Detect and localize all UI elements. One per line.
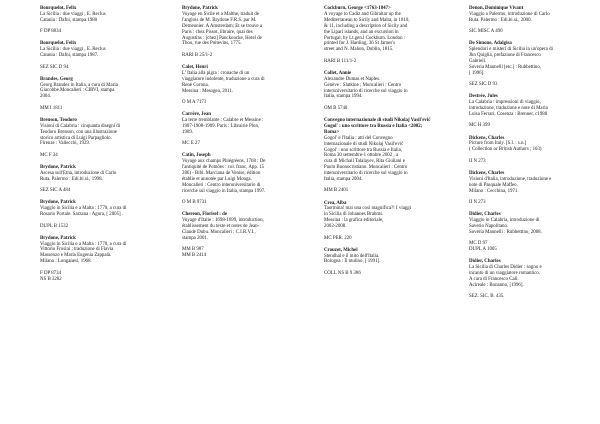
shelf-mark: RARI B 25/1-2 [182,52,213,58]
shelf-mark: SEZ SIC D 94 [40,64,69,70]
shelf-mark: DUPL B 1532 [40,223,69,229]
entry-description-line: Soveria Mannelli : Rubbettino, 2008. [469,229,542,235]
entry-description-line: l'anglois de M. Brydone F.R.S. par M. [182,17,257,23]
catalog-column [324,6,432,283]
shelf-mark: MC H 399 [469,123,490,129]
entry-description-line: Rosario Portale. Sarzana : Agora, [ 2005] . [40,212,124,218]
entry-description-line: Messina : Mesogea, 2011. [182,88,234,94]
entry-description-line: 2004. [40,94,52,100]
catalog-column [40,6,148,289]
entry-description-line: Viaggio in Sicilia e a Malta : 1770, a cura di [40,206,127,212]
entry-description-line: Vittorio Frosini ; traduzione di Flavia [40,247,114,253]
shelf-mark: MM B 2414 [182,253,207,259]
entry-description-line: stampa 2001. [182,235,209,241]
entry-description-line: internazionale di studi Nikolaj Vasil'evič [324,141,404,147]
shelf-mark: SEZ. SIC. B. 435. [469,294,505,300]
entry-description-line: Italia, stampa 2004. [324,177,363,183]
entry-author: Crea, Alba [324,200,347,206]
entry-description-line: A cura di Francesco Calì. [469,276,519,282]
entry-description-line: 1907-1908-1909. Paris : Librairie Plon, [182,123,260,129]
shelf-mark: F DP 8734 [40,270,62,276]
catalog-entry [469,136,577,165]
entry-author: Catin, Joseph [182,153,211,159]
entry-description-line: interuniversitario di ricerche sul viaggio in [324,88,408,94]
shelf-mark: OM B 5740 [324,105,348,111]
entry-description-line: Renè Corona. [182,82,209,88]
entry-description-line: Visioni d'Italia, introduzione, traduzione e [469,176,552,182]
catalog-entry [469,259,577,300]
entry-description-line: Stendhal e il mito dell'Italia. [324,253,380,259]
entry-description-line: La terre tremblante : Calabre et Messine : [182,117,264,123]
catalog-entry [469,41,577,88]
entry-description-line: La Calabria : impressioni di viaggio, [469,100,541,106]
entry-description-line: Acireale : Bonanno, [1996]. [469,282,524,288]
catalog-entry [40,118,148,159]
entry-author: Brydone, Patrick [40,235,76,241]
shelf-mark: II N 273 [469,200,486,205]
entry-description-line: Ascesa sull'Etna, introduzione di Carlo [40,170,117,176]
catalog-entry [469,212,577,253]
entry-author: Bourquelot, Felix [40,41,77,47]
entry-description-line: Voyage en Sicile et a Malthe, traduit de [182,11,260,17]
entry-author: Destrée, Jules [469,94,498,100]
catalog-entry [324,248,432,277]
catalog-entry [182,153,290,206]
entry-description-line: Portugal, by Lt.gen.l Cockburn. London : [324,35,406,41]
entry-description-line: Luisa Ferrari. Cosenza : Brenner, c1988 [469,112,548,118]
entry-description-line: the Lipari islands, and an excursion in [324,29,399,35]
catalog-entry [182,65,290,106]
entry-description-line: Catania : Dafni, stampa 1980 [40,17,98,23]
catalog-entry [324,118,432,194]
entry-description-line: introduzione, traduzione e note di Maria [469,106,548,112]
entry-description-line: Claude Dubu. Moncalieri : C.I.R.V.I., [182,229,256,235]
entry-description-line: Gogol' e l'Italia : atti del Convegno [324,135,393,141]
entry-description-line: 286) - Bibl. Marciana de Venise, édition [182,171,261,176]
entry-description-line: Demeunier. A Amsterdam; Et se trouve a [182,23,262,29]
entry-description-line: 2002-2008. [324,224,347,230]
entry-description-line: Paolo Buonocristiano. Moncalieri : Centro [324,165,408,171]
catalog-entry [40,77,148,112]
entry-description-line: Alexandre Dumas et Naples. [324,76,381,82]
catalog-column [182,6,290,265]
entry-description-line: Augustins : [chez] Panckoucke, Hotel de [182,35,262,41]
catalog-entry [40,6,148,35]
shelf-mark: SEZ SIC A 484 [40,188,71,194]
catalog-column [469,6,577,306]
entry-description-line: Voyage d'Italie : 1698-1699, introduction, [182,218,264,224]
entry-author: Cockburn, George <1763-1847> [324,6,391,11]
entry-description-line: Moncalieri : Centro interuniversitario di [182,182,261,188]
shelf-mark: DUPL A 1005 [469,247,497,253]
shelf-mark: MM I 1811 [40,105,63,111]
entry-author: Brenson, Teodoro [40,117,77,123]
entry-author: Denon, Dominique Vivant [469,6,524,11]
entry-description-line: 1909. [182,129,194,135]
shelf-mark: MC PER. 220 [324,235,352,241]
entry-description-line: A voyage to Cadiz and Gibraltar up the [324,11,401,17]
catalog-entry [182,112,290,147]
entry-description-line: Voyage aux champs Phlégréens, 1768 : De [182,159,266,165]
shelf-mark: SIC MISC A 490 [469,29,503,35]
entry-description-line: in Sicilia di Johannes Brahms. [324,212,384,218]
catalog-entry [469,171,577,206]
entry-author: Carrère, Jean [182,112,211,118]
entry-description-line: Paris : chez Pissot, libraire, quai des [182,29,253,35]
entry-description-line: Mediterranean to Sicily and Malta, in 1810, [324,17,410,23]
entry-description-line: Gabrieli. [469,59,487,65]
entry-author: Bourquelot, Felix [40,6,77,11]
entry-description-line: storico artistica di Luigi Parpagliolo. [40,135,112,141]
entry-author: Brydone, Patrick [40,164,76,170]
entry-description-line: cura di Michail Talalayev, Rita Giuliani e [324,159,405,165]
entry-description-line: & 11, including a description of Sicily and [324,23,408,29]
entry-description-line: Jhn Quiglia, prefazione di Francesco [469,53,541,59]
entry-description-line: Visioni di Calabria : cinquanta disegni di [40,123,121,129]
shelf-mark: O M B 9731 [182,200,207,206]
entry-description-line: Thou, rue des Poitevins, 1775. [182,41,242,47]
entry-description-line: Catania : Dafni, stampa 1987. [40,53,99,59]
entry-author: Chereon, Florisel : de [182,212,228,218]
entry-author: Didier, Charles [469,259,501,265]
entry-author: Brydone, Patrick [182,6,218,11]
entry-author: Brydone, Patrick [40,200,76,206]
catalog-entry [40,200,148,229]
entry-description-line: Taormina! mai una così magnifica?! I viaggi [324,206,412,212]
shelf-mark: MC E 27 [182,141,200,147]
catalog-entry [182,6,290,59]
entry-author: Crouzet, Michel [324,247,358,253]
entry-description-line: street and N. Mahon, Dublin, 1815. [324,47,394,53]
entry-description-line: Massenzo e Maria Eugenia Zappalà. [40,253,112,259]
catalog-entry [40,41,148,70]
entry-description-line: incanto di un viaggiatore romantico. [469,271,541,277]
entry-description-line: Milano : Longanesi, 1968. [40,259,92,265]
entry-author: Dickens, Charles [469,170,505,176]
shelf-mark: MM B 987 [182,247,204,253]
shelf-mark: COLL NS B 9 386 [324,270,361,276]
entry-description-line: établie et annotée par Luigi Monga. [182,176,252,182]
entry-description-line: Ruta. Palermo : Edi.bi.si., 2000. [469,17,532,23]
entry-author: Convegno internazionale di studi Nikolaj Vasil'evič Gogol' : uno scrittore tra Russia e Italia <2002; Roma> [324,117,431,135]
entry-description-line: [ 1996]. [469,70,485,76]
entry-description-line: Roma 30 settembre-1 ottobre 2002 , a [324,153,399,159]
entry-description-line: Gogol' : uno scrittore tra Russia e Italia, [324,147,403,153]
shelf-mark: SEZ SIC D 93 [469,82,498,88]
entry-author: Calet, Henri [182,64,208,70]
entry-author: De Simone, Adalgisa [469,41,512,47]
entry-author: Brandes, Georg [40,76,73,82]
entry-description-line: Ruta. Palermo : Edi.bi.si., 1998. [40,176,103,182]
entry-description-line: interuniversitario di ricerche sul viaggio in [324,171,408,177]
entry-description-line: printed for J. Harding, 36 St James's [324,41,395,47]
entry-description-line: Italia, stampa 1994. [324,94,363,100]
entry-author: Dickens, Charles [469,135,505,141]
catalog-entry [40,236,148,283]
shelf-mark: NS B 3282 [40,276,62,282]
entry-description-line: Bologna : Il mulino, [ 1991]. [324,259,381,265]
catalog-entry [40,165,148,194]
entry-description-line: établissement du texte et notes de Jean- [182,224,260,230]
shelf-mark: II N 273 [469,158,486,164]
shelf-mark: MC D 97 [469,241,488,247]
entry-description-line: Soveria Mannelli [etc.] : Rubbettino, [469,64,541,70]
shelf-mark: F DP 8834 [40,29,62,35]
entry-description-line: La Sicilia di Charles Didier : sogno e [469,265,542,271]
shelf-mark: MM B 2401 [324,188,349,194]
catalog-entry [469,6,577,35]
entry-author: Didier, Charles [469,212,501,218]
entry-description-line: L' Italia alla pigra : cronache di un [182,70,250,76]
entry-description-line: viaggiatore indolente, traduzione a cura di [182,76,265,82]
shelf-mark: O M A 7173 [182,99,207,105]
entry-description-line: Viaggio in Calabria, introduzione di [469,218,540,223]
entry-description-line: Picture from Italy. [S.l. : s.n.] [469,141,527,147]
catalog-entry [324,201,432,242]
entry-description-line: ( Collection or British Authors ; 103) [469,147,542,153]
shelf-mark: MC F 34 [40,152,58,158]
entry-description-line: Genève : Slatkine ; Moncalieri : Centro [324,82,402,88]
catalog-entry [324,6,432,65]
entry-description-line: Georg Brandes in Italia, a cura di Maria [40,82,118,88]
shelf-mark: RARI B 111/1-2 [324,58,357,64]
entry-description-line: La Sicilia : due viaggi , E. Reclus [40,11,106,17]
entry-description-line: La Sicilia : due viaggi , E. Reclus [40,47,106,53]
catalog-entry [324,71,432,112]
entry-description-line: l'antiquité de Pomões : col. franc, App. 15 [182,165,265,171]
entry-description-line: Saverio Napolitano. [469,223,509,229]
entry-description-line: Splendori e misteri di Sicilia in un'opera di [469,47,553,53]
catalog-entry [182,212,290,259]
entry-description-line: Teodoro Brenson, con una illustrazione [40,129,117,135]
entry-description-line: Giacobbe.Moncalieri : CIRVI, stampa [40,88,115,94]
entry-description-line: Milano : Cecchina, 1971. [469,188,519,194]
entry-author: Collet, Annie [324,70,352,76]
entry-description-line: Viaggio a Palermo, introduzione di Carlo [469,11,550,17]
entry-description-line: Firenze : Vallecchi, 1929. [40,141,91,147]
catalog-entry [469,94,577,129]
entry-description-line: Viaggio in Sicilia e a Malta : 1770, a cura di [40,241,127,247]
entry-description-line: note di Pasquale Maffeo. [469,182,518,188]
entry-description-line: ricerche sul viaggio in Italia, stampa 1997. [182,188,266,194]
entry-description-line: Messina : la grafica editoriale, [324,218,384,224]
